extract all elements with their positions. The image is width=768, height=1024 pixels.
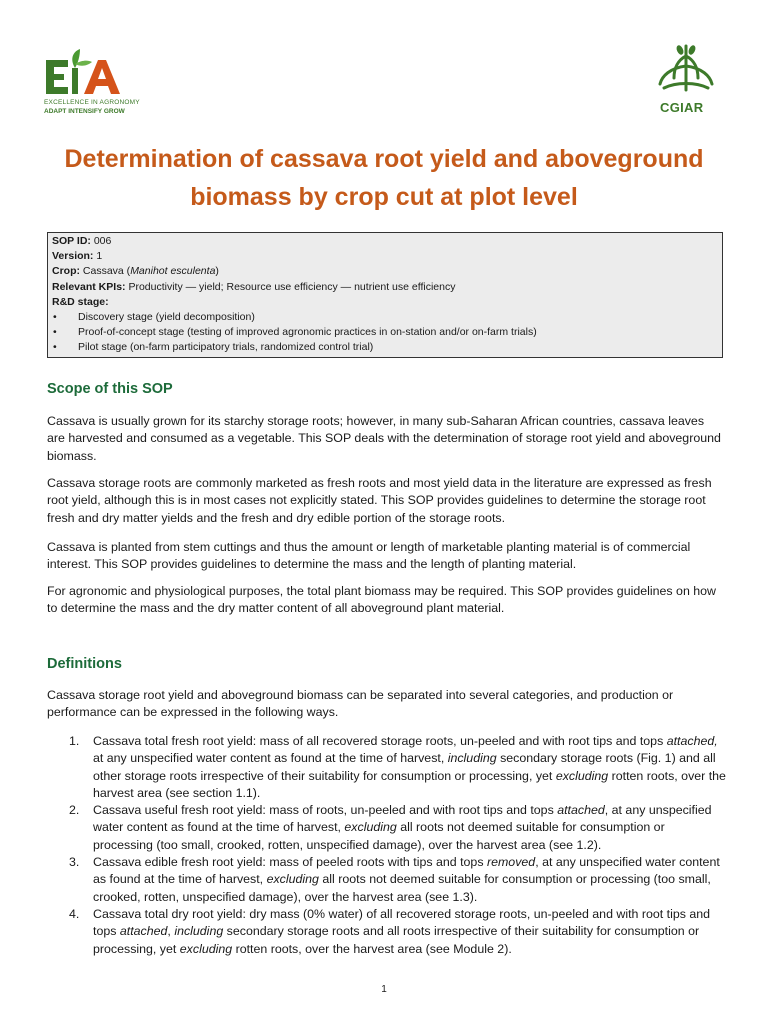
kpi-row: Relevant KPIs: Productivity — yield; Resource use efficiency — nutrient use efficiency [52,280,456,293]
scope-paragraph: For agronomic and physiological purposes, the total plant biomass may be required. This SOP provides guidelines on how to determine the mass and the dry matter content of all aboveground plant material. [47,584,717,616]
rd-stage-list [52,310,718,356]
definition-item: 1. Cassava total fresh root yield: mass of all recovered storage roots, un-peeled and with root tips and tops attached, at any unspecified water content as found at the time of harvest, including secondary storage roots (Fig. 1) and all other storage roots irrespective of their suitability for consumption or processing, yet excluding rotten roots, over the harvest area (see section 1.1). [69,734,726,800]
scope-heading: Scope of this SOP [47,381,173,397]
rd-stage-item: • Proof-of-concept stage (testing of improved agronomic practices in on-station and/or on-farm trials) [53,326,537,339]
scope-paragraph: Cassava is planted from stem cuttings and thus the amount or length of marketable planting material is of commercial interest. This SOP provides guidelines to determine the mass and the length of planting material. [47,540,691,572]
rd-stage-item: • Discovery stage (yield decomposition) [53,311,255,324]
cgiar-wordmark: CGIAR [660,100,704,115]
definitions-list [47,733,727,958]
definition-item: 3. Cassava edible fresh root yield: mass of peeled roots with tips and tops removed, at any unspecified water content as found at the time of harvest, excluding all roots not deemed suitable for consumption or processing (too small, crooked, rotten, unspecified damage), over the harvest area (see 1.3). [69,855,720,904]
eia-logo [44,46,140,118]
version-row: Version: 1 [52,250,103,263]
definitions-heading: Definitions [47,656,122,672]
definitions-intro: Cassava storage root yield and aboveground biomass can be separated into several categories, and production or performance can be expressed in the following ways. [47,688,674,720]
document-title: Determination of cassava root yield and aboveground biomass by crop cut at plot level [64,145,704,211]
cgiar-emblem-icon [654,42,718,98]
rd-stage-item: • Pilot stage (on-farm participatory trials, randomized control trial) [53,341,374,354]
sop-id-row: SOP ID: 006 [52,235,112,247]
page-number: 1 [381,984,387,995]
crop-row: Crop: Cassava (Manihot esculenta) [52,265,219,278]
scope-paragraph: Cassava is usually grown for its starchy storage roots; however, in many sub-Saharan African countries, cassava leaves are harvested and consumed as a vegetable. This SOP deals with the determination of storage root yield and aboveground biomass. [47,414,721,463]
sop-info-box [47,232,723,358]
definition-item: 4. Cassava total dry root yield: dry mass (0% water) of all recovered storage roots, un-peeled and with root tips and tops attached, including secondary storage roots and all roots irrespective of their suitability for consumption or processing, yet excluding rotten roots, over the harvest area (see Module 2). [69,906,711,956]
eia-tagline: EXCELLENCE IN AGRONOMY [44,99,140,106]
rd-stage-row: R&D stage: [52,295,109,308]
scope-paragraph: Cassava storage roots are commonly marketed as fresh roots and most yield data in the literature are expressed as fresh root yield, although this is in most cases not explicitly stated. This SOP provides guidelines to determine the storage root fresh and dry matter yields and the fresh and dry edible portion of the storage roots. [47,476,712,525]
eia-slogan: ADAPT INTENSIFY GROW [44,108,125,115]
cgiar-logo [654,42,718,118]
definition-item: 2. Cassava useful fresh root yield: mass of roots, un-peeled and with root tips and tops attached, at any unspecified water content as found at the time of harvest, excluding all roots not deemed suitable for consumption or processing (too small, crooked, rotten, unspecified damage), over the harvest area (see 1.2). [69,803,712,852]
